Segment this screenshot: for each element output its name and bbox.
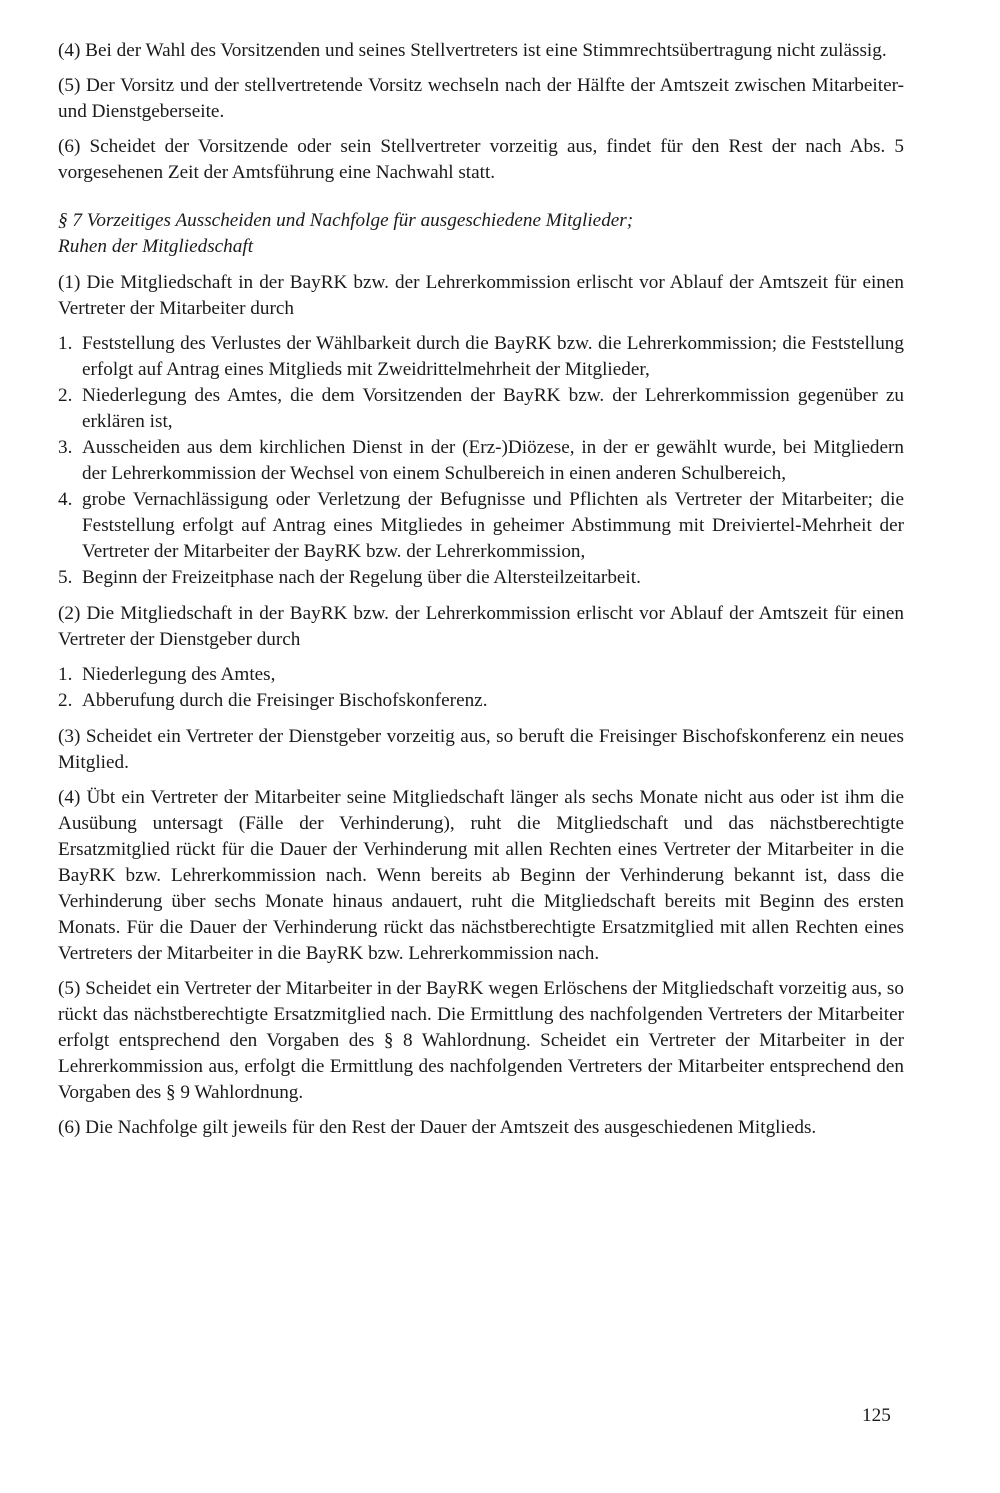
page-body	[58, 38, 904, 1150]
list-item: 4. grobe Vernachlässigung oder Verletzung der Befugnisse und Pflichten als Vertreter der Mitarbeiter; die Feststellung erfolgt auf Antrag eines Mitgliedes in geheimer Abstimmung mit Dreiviertel-Mehrheit der Vertreter der Mitarbeiter der BayRK bzw. der Lehrerkommission,	[58, 489, 904, 562]
paragraph-6-5: (5) Der Vorsitz und der stellvertretende Vorsitz wechseln nach der Hälfte der Amtszeit zwischen Mitarbeiter- und Dienstgeberseite.	[58, 75, 904, 122]
section-heading	[58, 208, 904, 260]
page-number: 125	[862, 1405, 891, 1426]
paragraph-7-4: (4) Übt ein Vertreter der Mitarbeiter seine Mitgliedschaft länger als sechs Monate nicht aus oder ist ihm die Ausübung untersagt (Fälle der Verhinderung), ruht die Mitgliedschaft und das nächstberechtigte Ersatzmitglied rückt für die Dauer der Verhinderung mit allen Rechten eines Vertreter der Mitarbeiter in die BayRK bzw. Lehrerkommission nach. Wenn bereits ab Beginn der Verhinderung bekannt ist, dass die Verhinderung über sechs Monate hinaus andauert, ruht die Mitgliedschaft bereits mit Beginn des ersten Monats. Für die Dauer der Verhinderung rückt das nächstberechtigte Ersatzmitglied mit allen Rechten eines Vertreters der Mitarbeiter in die BayRK bzw. Lehrerkommission nach.	[58, 787, 904, 964]
paragraph-7-1: (1) Die Mitgliedschaft in der BayRK bzw. der Lehrerkommission erlischt vor Ablauf der Amtszeit für einen Vertreter der Mitarbeiter durch	[58, 272, 904, 319]
list-employee-termination	[58, 331, 904, 591]
list-employer-termination	[58, 662, 904, 714]
section-heading-line-2: Ruhen der Mitgliedschaft	[58, 236, 254, 257]
paragraph-7-5: (5) Scheidet ein Vertreter der Mitarbeiter in der BayRK wegen Erlöschens der Mitgliedschaft vorzeitig aus, so rückt das nächstberechtigte Ersatzmitglied nach. Die Ermittlung des nachfolgenden Vertreters der Mitarbeiter erfolgt entsprechend den Vorgaben des § 8 Wahlordnung. Scheidet ein Vertreter der Mitarbeiter in der Lehrerkommission aus, erfolgt die Ermittlung des nachfolgenden Vertreters der Mitarbeiter entsprechend den Vorgaben des § 9 Wahlordnung.	[58, 978, 904, 1103]
paragraph-7-3: (3) Scheidet ein Vertreter der Dienstgeber vorzeitig aus, so beruft die Freisinger Bischofskonferenz ein neues Mitglied.	[58, 726, 904, 773]
list-item: 1. Feststellung des Verlustes der Wählbarkeit durch die BayRK bzw. die Lehrerkommission; die Feststellung erfolgt auf Antrag eines Mitglieds mit Zweidrittelmehrheit der Mitglieder,	[58, 333, 904, 380]
list-item: 3. Ausscheiden aus dem kirchlichen Dienst in der (Erz-)Diözese, in der er gewählt wurde, bei Mitgliedern der Lehrerkommission der Wechsel von einem Schulbereich in einen anderen Schulbereich,	[58, 437, 904, 484]
paragraph-6-6: (6) Scheidet der Vorsitzende oder sein Stellvertreter vorzeitig aus, findet für den Rest der nach Abs. 5 vorgesehenen Zeit der Amtsführung eine Nachwahl statt.	[58, 136, 904, 183]
paragraph-6-4: (4) Bei der Wahl des Vorsitzenden und seines Stellvertreters ist eine Stimmrechtsübertragung nicht zulässig.	[58, 40, 887, 61]
list-item: 5. Beginn der Freizeitphase nach der Regelung über die Altersteilzeitarbeit.	[58, 567, 641, 588]
list-item: 1. Niederlegung des Amtes,	[58, 664, 276, 685]
paragraph-7-6: (6) Die Nachfolge gilt jeweils für den Rest der Dauer der Amtszeit des ausgeschiedenen Mitglieds.	[58, 1117, 817, 1138]
section-heading-line-1: § 7 Vorzeitiges Ausscheiden und Nachfolge für ausgeschiedene Mitglieder;	[58, 210, 634, 231]
list-item: 2. Abberufung durch die Freisinger Bischofskonferenz.	[58, 690, 488, 711]
list-item: 2. Niederlegung des Amtes, die dem Vorsitzenden der BayRK bzw. der Lehrerkommission gegenüber zu erklären ist,	[58, 385, 904, 432]
paragraph-7-2: (2) Die Mitgliedschaft in der BayRK bzw. der Lehrerkommission erlischt vor Ablauf der Amtszeit für einen Vertreter der Dienstgeber durch	[58, 603, 904, 650]
